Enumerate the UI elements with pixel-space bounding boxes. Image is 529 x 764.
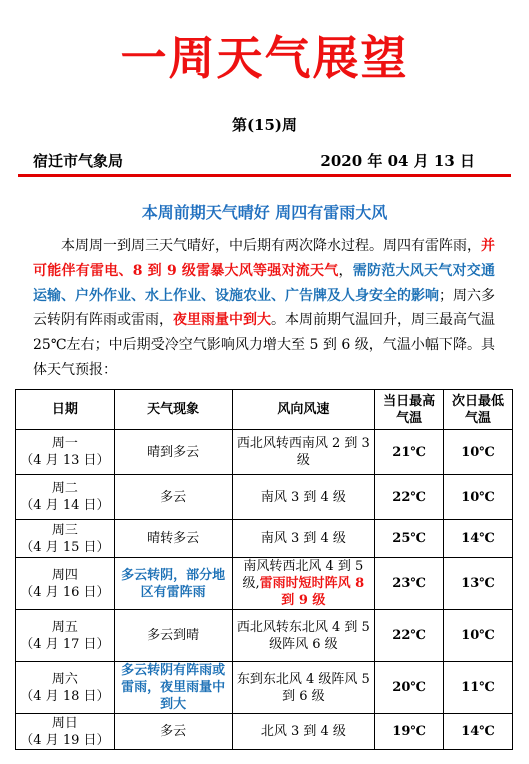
row-weather: 多云转阴有阵雨或雷雨，夜里雨量中到大 (114, 662, 232, 714)
summary-text: ；周六多云转阴有阵雨或雷雨， (33, 287, 495, 329)
row-wind-text: 西北风转西南风 2 到 3 级 (236, 436, 370, 468)
row-high-temp: 23℃ (375, 558, 444, 610)
header-date: 日期 (16, 390, 115, 430)
row-low-temp: 10℃ (444, 610, 513, 662)
row-low-temp: 10℃ (444, 430, 513, 475)
summary-text: 。本周前期气温回升，周三最高气温 25℃左右；中后期受冷空气影响风力增大至 5 到 6 级，气温小幅下降。具体天气预报： (33, 312, 495, 378)
header-wind: 风向风速 (232, 390, 375, 430)
row-wind (232, 662, 375, 714)
row-day: 周二 (51, 481, 78, 496)
row-day: 周一 (51, 436, 78, 451)
row-high-temp: 20℃ (375, 662, 444, 714)
table-row (16, 714, 513, 750)
row-wind (232, 430, 375, 475)
row-date (16, 475, 115, 520)
row-date (16, 662, 115, 714)
row-low-temp: 13℃ (444, 558, 513, 610)
header-high-temp: 当日最高气温 (375, 390, 444, 430)
row-wind (232, 714, 375, 750)
row-wind-text: 南风转西北风 4 到 5 级, (242, 559, 364, 591)
table-row (16, 430, 513, 475)
row-day: 周日 (51, 715, 78, 731)
row-wind (232, 520, 375, 558)
row-day: 周三 (51, 522, 78, 538)
summary-warning: 并可能伴有雷电、8 到 9 级雷暴大风等强对流天气 (33, 238, 495, 279)
header-divider (18, 174, 511, 177)
row-high-temp: 21℃ (375, 430, 444, 475)
row-date-detail: （4 月 14 日） (20, 498, 110, 513)
forecast-rows (16, 430, 513, 750)
row-high-temp: 22℃ (375, 610, 444, 662)
row-high-temp: 22℃ (375, 475, 444, 520)
row-wind-text: 北风 3 到 4 级 (260, 724, 346, 739)
summary-rain-warning: 夜里雨量中到大 (173, 312, 271, 329)
row-day: 周五 (51, 619, 78, 635)
forecast-summary (33, 234, 495, 383)
row-wind (232, 610, 375, 662)
forecast-headline: 本周前期天气晴好 周四有雷雨大风 (141, 203, 388, 222)
row-high-temp: 19℃ (375, 714, 444, 750)
row-wind-text: 南风 3 到 4 级 (260, 489, 346, 505)
row-date (16, 558, 115, 610)
row-wind (232, 558, 375, 610)
row-low-temp: 14℃ (444, 520, 513, 558)
row-weather: 多云 (114, 714, 232, 750)
week-number: 第(15)周 (231, 116, 298, 134)
row-weather: 多云到晴 (114, 610, 232, 662)
row-date-detail: （4 月 17 日） (20, 636, 110, 652)
table-row (16, 558, 513, 610)
row-wind (232, 475, 375, 520)
issuing-organization: 宿迁市气象局 (33, 152, 124, 170)
row-high-temp: 25℃ (375, 520, 444, 558)
header-weather: 天气现象 (114, 390, 232, 430)
summary-advisory: 需防范大风天气对交通运输、户外作业、水上作业、设施农业、广告牌及人身安全的影响 (33, 262, 495, 304)
row-date-detail: （4 月 16 日） (20, 584, 110, 600)
row-weather: 多云 (114, 475, 232, 520)
row-weather: 多云转阴，部分地区有雷阵雨 (114, 558, 232, 610)
row-day: 周六 (51, 671, 78, 687)
row-date (16, 520, 115, 558)
row-weather: 晴到多云 (114, 430, 232, 475)
row-date-detail: （4 月 19 日） (20, 732, 110, 748)
table-row (16, 520, 513, 558)
table-row (16, 475, 513, 520)
row-low-temp: 10℃ (444, 475, 513, 520)
row-date-detail: （4 月 15 日） (20, 539, 110, 555)
row-date (16, 430, 115, 475)
summary-text: 本周周一到周三天气晴好，中后期有两次降水过程。周四有雷阵雨， (61, 238, 481, 254)
row-date (16, 610, 115, 662)
row-low-temp: 14℃ (444, 714, 513, 750)
summary-text: ， (338, 262, 353, 279)
page-title: 一周天气展望 (120, 31, 409, 85)
row-weather: 晴转多云 (114, 520, 232, 558)
table-row (16, 610, 513, 662)
issue-date: 2020 年 04 月 13 日 (320, 152, 475, 170)
row-day: 周四 (51, 567, 78, 583)
row-wind-text: 西北风转东北风 4 到 5 级阵风 6 级 (236, 619, 370, 652)
header-low-temp: 次日最低气温 (444, 390, 513, 430)
forecast-table (15, 389, 513, 750)
row-low-temp: 11℃ (444, 662, 513, 714)
table-row (16, 662, 513, 714)
row-date (16, 714, 115, 750)
row-wind-text: 南风 3 到 4 级 (260, 531, 346, 546)
row-wind-warning: 雷雨时短时阵风 8 到 9 级 (259, 576, 365, 608)
row-date-detail: （4 月 13 日） (20, 453, 110, 468)
row-date-detail: （4 月 18 日） (20, 688, 110, 704)
row-wind-text: 东到东北风 4 级阵风 5 到 6 级 (236, 671, 370, 704)
